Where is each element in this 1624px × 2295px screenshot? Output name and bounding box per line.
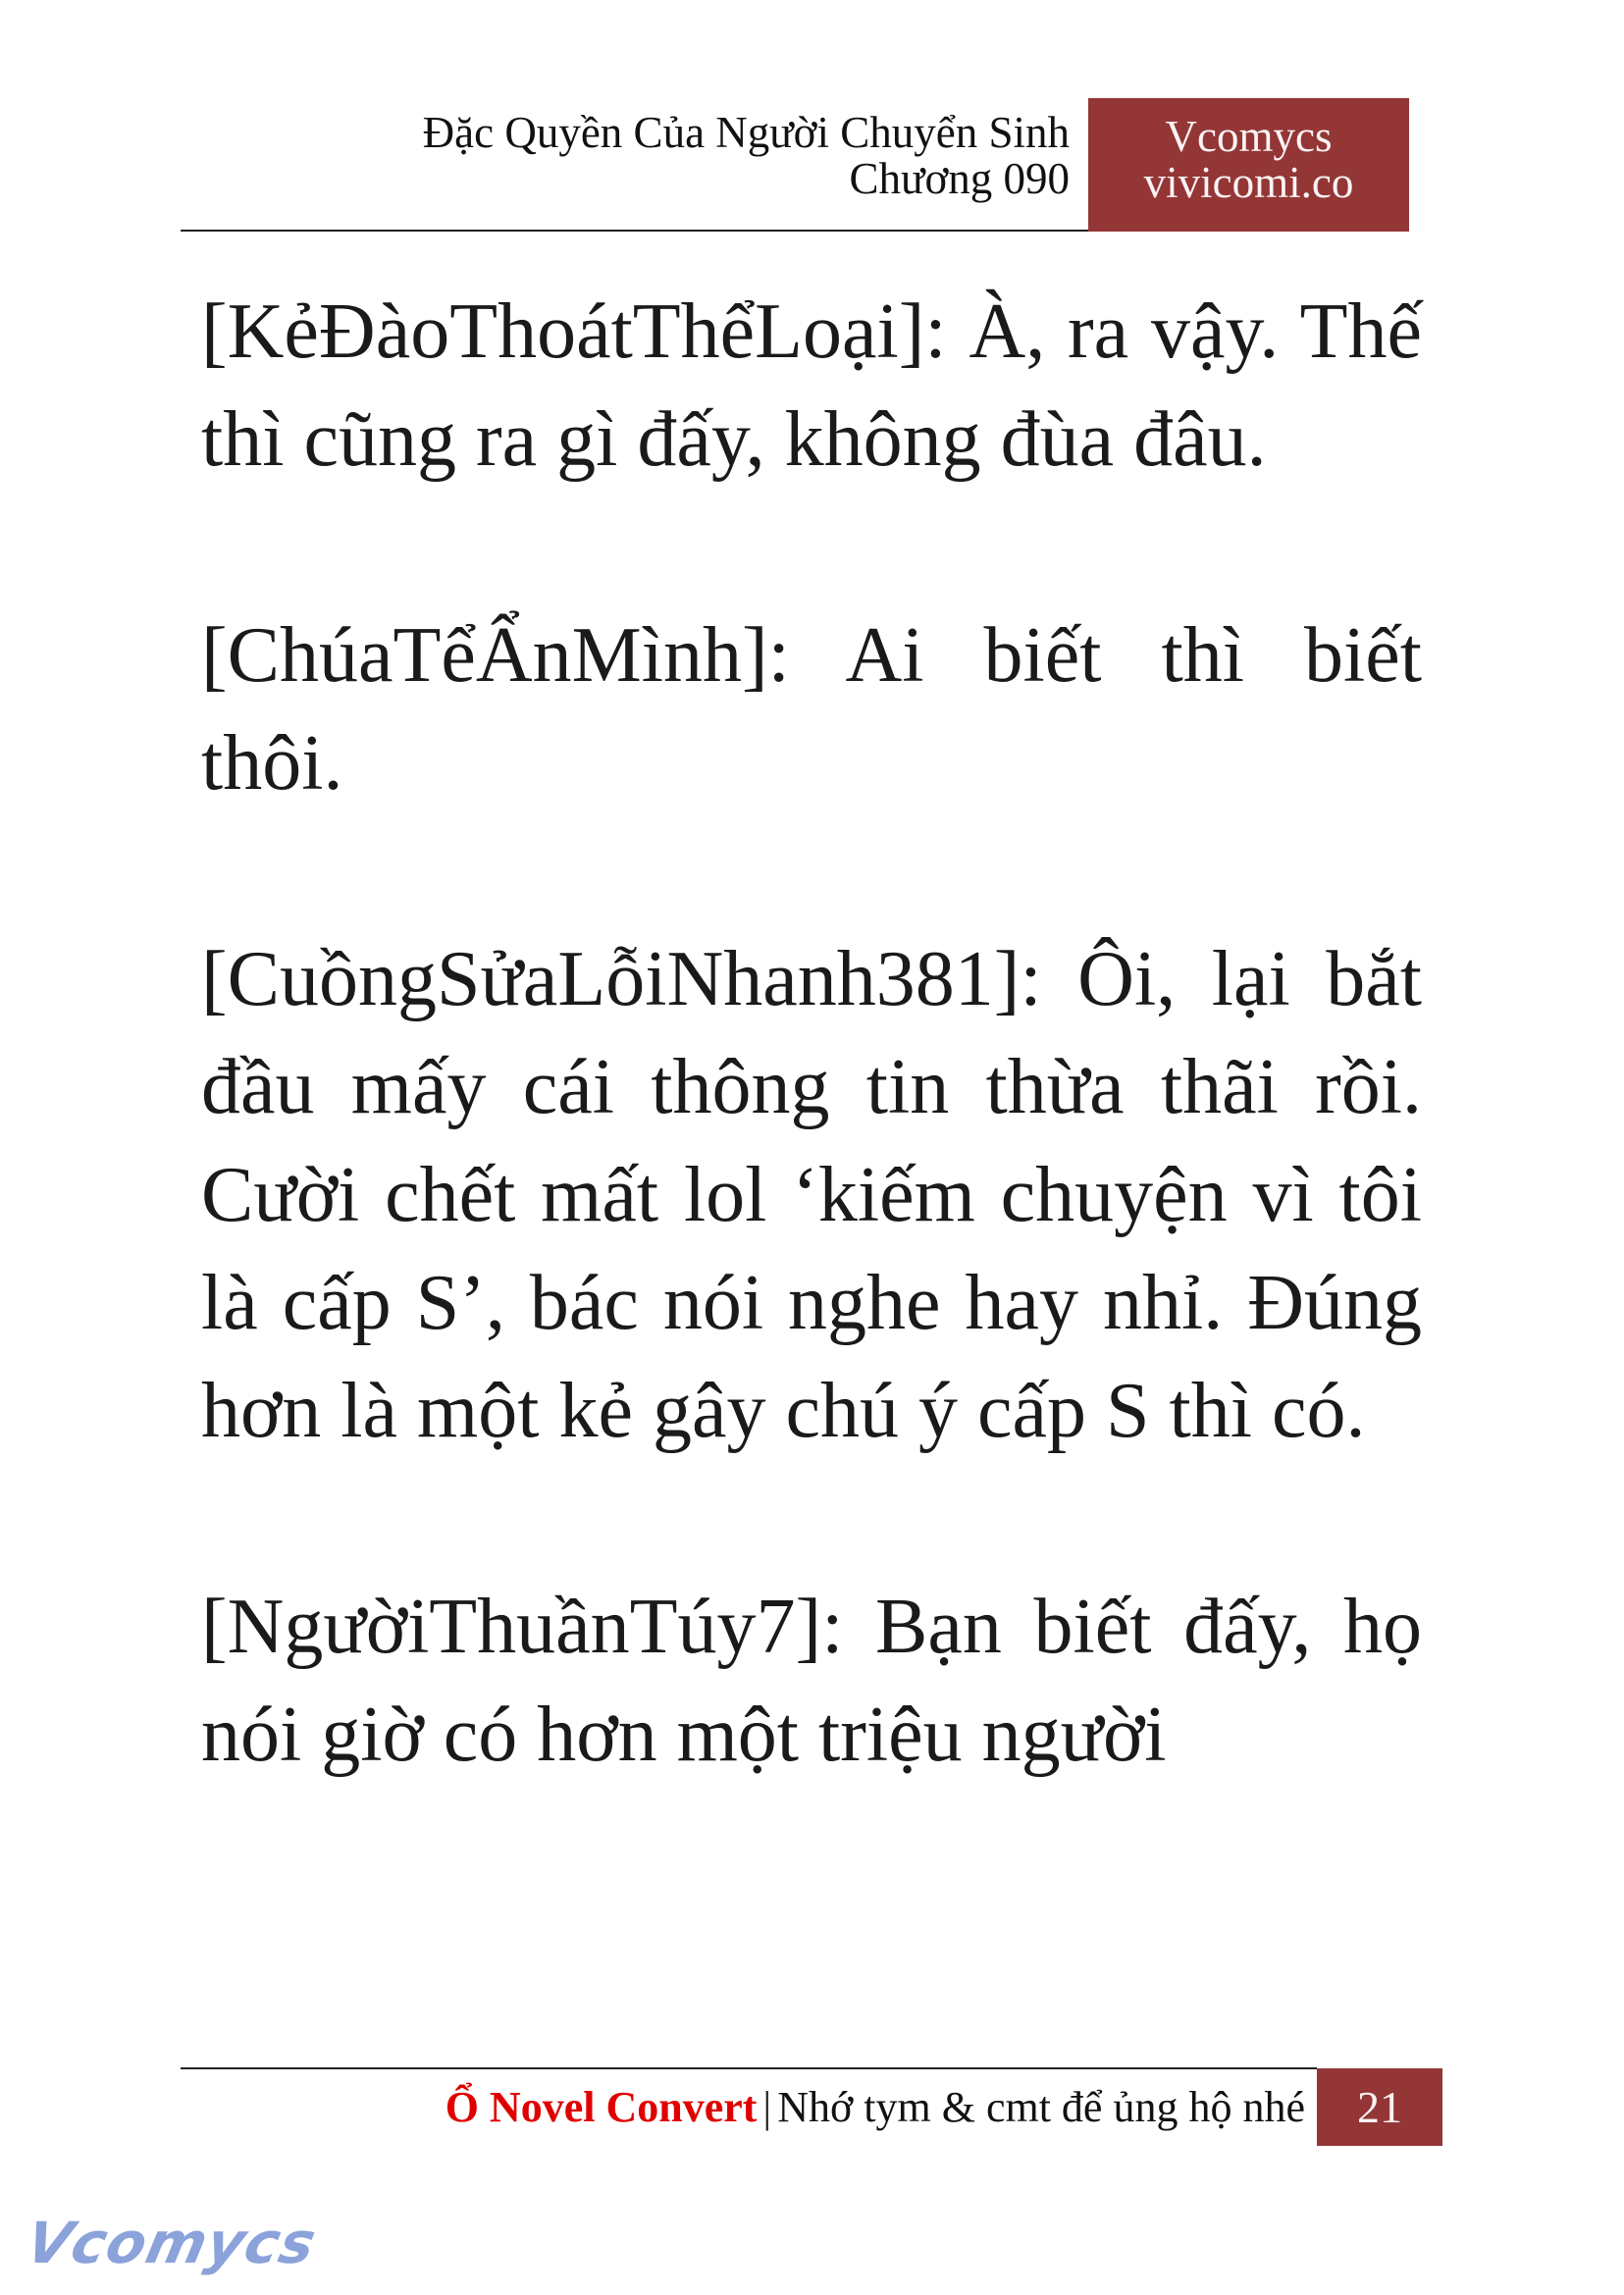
- vcomycs-logo-watermark: Vcomycs: [20, 2210, 323, 2276]
- footer-credit: [181, 2082, 1305, 2133]
- brand-badge: [1088, 98, 1409, 232]
- footer-brand: Ổ Novel Convert: [445, 2083, 758, 2131]
- chat-paragraph: [ChúaTểẨnMình]: Ai biết thì biết thôi.: [201, 612, 1422, 807]
- header-divider: [181, 230, 1088, 232]
- header-title-block: [181, 110, 1070, 202]
- footer-message: Nhớ tym & cmt để ủng hộ nhé: [777, 2083, 1305, 2131]
- footer-separator: |: [762, 2083, 772, 2131]
- novel-title: Đặc Quyền Của Người Chuyển Sinh: [422, 108, 1070, 157]
- chat-paragraph: [CuồngSửaLỗiNhanh381]: Ôi, lại bắt đầu mấy cái thông tin thừa thãi rồi. Cười chết mất lol ‘kiếm chuyện vì tôi là cấp S’, bác nói nghe hay nhỉ. Đúng hơn là một kẻ gây chú ý cấp S thì có.: [201, 936, 1422, 1454]
- chapter-body: [201, 278, 1422, 1789]
- brand-site: vivicomi.co: [1143, 158, 1354, 207]
- brand-name: Vcomycs: [1165, 112, 1333, 161]
- chat-paragraph: [KẻĐàoThoátThểLoại]: À, ra vậy. Thế thì cũng ra gì đấy, không đùa đâu.: [201, 288, 1422, 483]
- footer-divider: [181, 2067, 1317, 2069]
- page-number: 21: [1317, 2068, 1442, 2146]
- chapter-label: Chương 090: [849, 154, 1070, 203]
- chat-paragraph: [NgườiThuầnTúy7]: Bạn biết đấy, họ nói giờ có hơn một triệu người: [201, 1584, 1422, 1778]
